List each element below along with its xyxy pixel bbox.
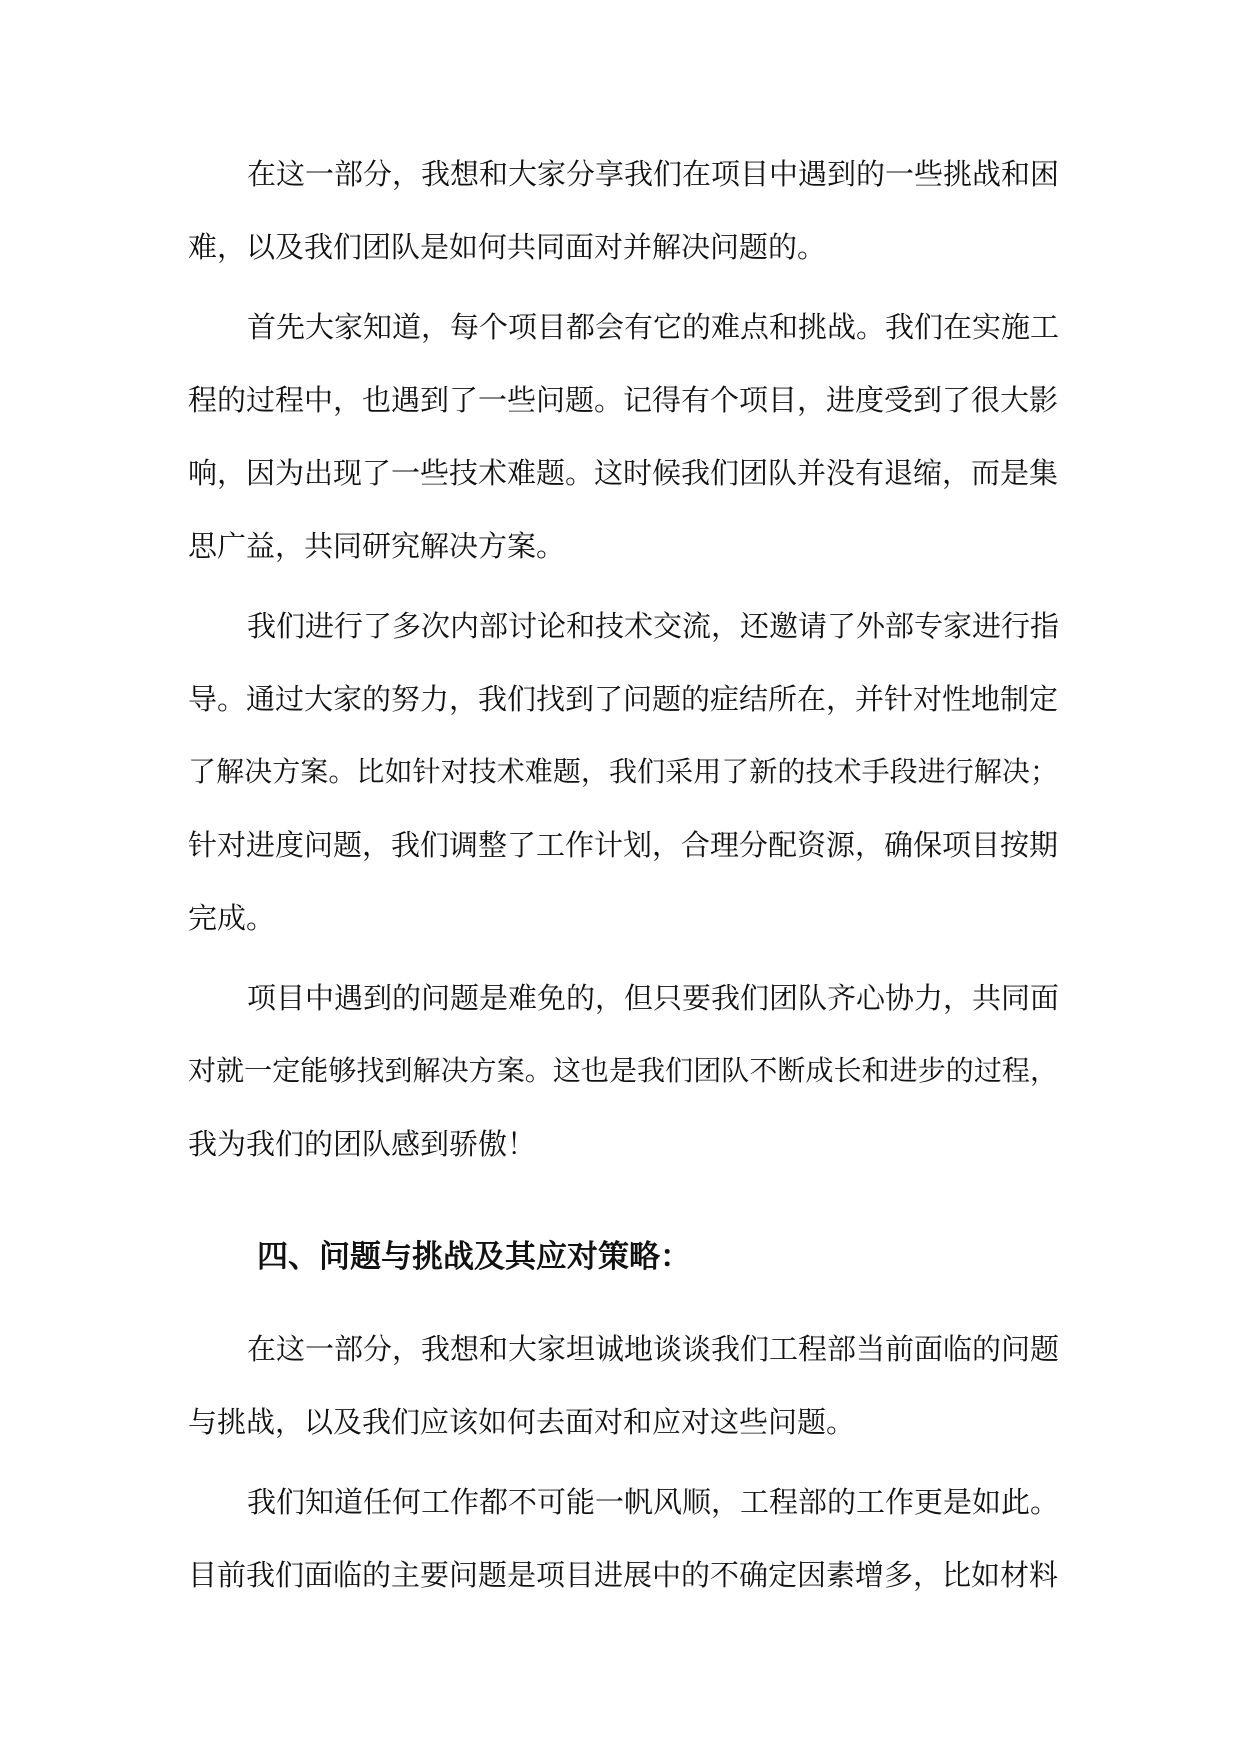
paragraph-4-line-1: 项目中遇到的问题是难免的，但只要我们团队齐心协力，共同面 — [247, 981, 1060, 1015]
paragraph-3-line-2: 导。通过大家的努力，我们找到了问题的症结所在，并针对性地制定 — [188, 682, 1059, 716]
paragraph-3-line-5: 完成。 — [188, 901, 276, 935]
paragraph-4-line-2: 对就一定能够找到解决方案。这也是我们团队不断成长和进步的过程， — [188, 1054, 1058, 1087]
paragraph-2-line-2: 程的过程中，也遇到了一些问题。记得有个项目，进度受到了很大影 — [188, 383, 1059, 417]
paragraph-4-line-3: 我为我们的团队感到骄傲！ — [188, 1127, 537, 1161]
paragraph-3-line-3: 了解决方案。比如针对技术难题，我们采用了新的技术手段进行解决； — [188, 755, 1058, 788]
paragraph-2-line-4: 思广益，共同研究解决方案。 — [188, 529, 566, 563]
paragraph-2-line-3: 响，因为出现了一些技术难题。这时候我们团队并没有退缩，而是集 — [188, 456, 1059, 490]
paragraph-1-line-2: 难，以及我们团队是如何共同面对并解决问题的。 — [188, 230, 827, 264]
section-paragraph-2-line-2: 目前我们面临的主要问题是项目进展中的不确定因素增多，比如材料 — [188, 1558, 1059, 1592]
paragraph-3-line-1: 我们进行了多次内部讨论和技术交流，还邀请了外部专家进行指 — [247, 609, 1060, 643]
paragraph-3-line-4: 针对进度问题，我们调整了工作计划，合理分配资源，确保项目按期 — [188, 828, 1059, 862]
paragraph-2-line-1: 首先大家知道，每个项目都会有它的难点和挑战。我们在实施工 — [247, 310, 1060, 344]
section-paragraph-1-line-2: 与挑战，以及我们应该如何去面对和应对这些问题。 — [188, 1405, 856, 1439]
section-paragraph-2-line-1: 我们知道任何工作都不可能一帆风顺，工程部的工作更是如此。 — [247, 1485, 1060, 1519]
section-heading: 四、问题与挑战及其应对策略： — [257, 1239, 691, 1275]
paragraph-1-line-1: 在这一部分，我想和大家分享我们在项目中遇到的一些挑战和困 — [247, 157, 1060, 191]
section-paragraph-1-line-1: 在这一部分，我想和大家坦诚地谈谈我们工程部当前面临的问题 — [247, 1332, 1060, 1366]
